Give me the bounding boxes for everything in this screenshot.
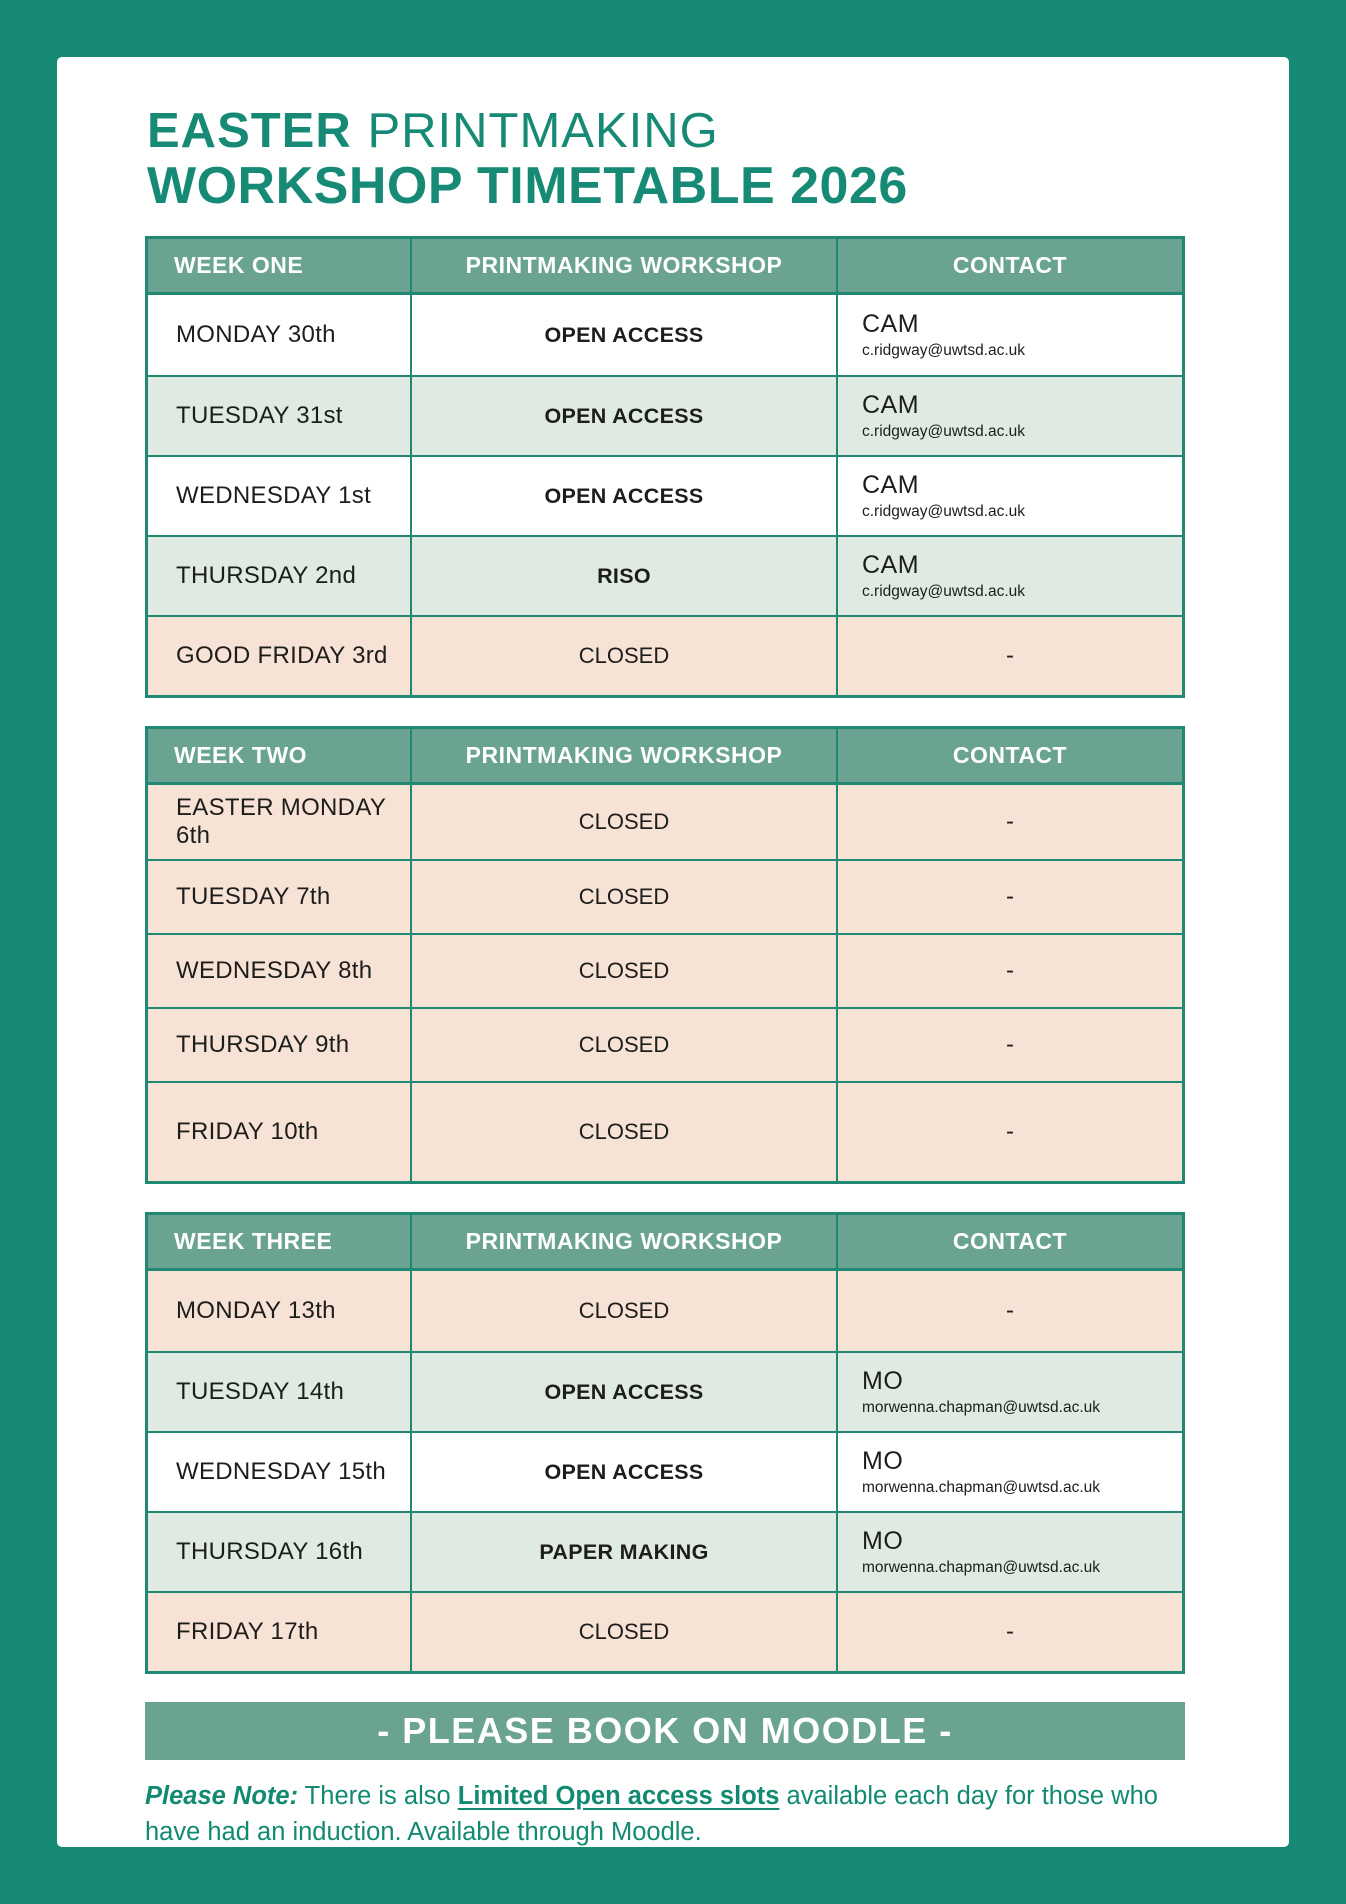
col-header-workshop: PRINTMAKING WORKSHOP xyxy=(412,239,838,292)
table-row xyxy=(148,375,1182,455)
table-body xyxy=(148,1271,1182,1671)
poster-page xyxy=(57,57,1289,1847)
table-row xyxy=(148,295,1182,375)
footer-note-underlined: Limited Open access slots xyxy=(457,1782,780,1811)
timetables xyxy=(145,236,1185,1674)
workshop-cell: CLOSED xyxy=(412,617,838,695)
workshop-cell: OPEN ACCESS xyxy=(412,377,838,455)
day-cell: FRIDAY 10th xyxy=(148,1083,412,1181)
col-header-workshop: PRINTMAKING WORKSHOP xyxy=(412,1215,838,1268)
day-cell: TUESDAY 31st xyxy=(148,377,412,455)
table-row xyxy=(148,785,1182,859)
timetable-week-one xyxy=(145,236,1185,698)
contact-dash: - xyxy=(1006,1118,1014,1146)
day-cell: WEDNESDAY 8th xyxy=(148,935,412,1007)
table-row xyxy=(148,1591,1182,1671)
contact-email: c.ridgway@uwtsd.ac.uk xyxy=(862,342,1026,360)
contact-email: morwenna.chapman@uwtsd.ac.uk xyxy=(862,1479,1101,1497)
day-cell: TUESDAY 14th xyxy=(148,1353,412,1431)
contact-name: CAM xyxy=(862,310,920,339)
workshop-cell: CLOSED xyxy=(412,935,838,1007)
col-header-contact: CONTACT xyxy=(952,742,1068,769)
footer-note xyxy=(145,1778,1185,1850)
title-printmaking: PRINTMAKING xyxy=(367,104,719,158)
day-cell: TUESDAY 7th xyxy=(148,861,412,933)
table-row xyxy=(148,1271,1182,1351)
table-row xyxy=(148,455,1182,535)
day-cell: WEDNESDAY 15th xyxy=(148,1433,412,1511)
contact-dash: - xyxy=(1006,642,1014,670)
day-cell: MONDAY 13th xyxy=(148,1271,412,1351)
contact-email: c.ridgway@uwtsd.ac.uk xyxy=(862,583,1026,601)
table-row xyxy=(148,615,1182,695)
day-cell: GOOD FRIDAY 3rd xyxy=(148,617,412,695)
contact-name: CAM xyxy=(862,471,920,500)
contact-dash: - xyxy=(1006,883,1014,911)
contact-name: MO xyxy=(862,1367,904,1396)
contact-cell xyxy=(838,377,1182,455)
moodle-banner xyxy=(145,1702,1185,1760)
day-cell: WEDNESDAY 1st xyxy=(148,457,412,535)
poster-content xyxy=(145,105,1185,1850)
table-row xyxy=(148,1431,1182,1511)
day-cell: EASTER MONDAY 6th xyxy=(148,785,412,859)
contact-email: morwenna.chapman@uwtsd.ac.uk xyxy=(862,1399,1101,1417)
contact-dash: - xyxy=(1006,1297,1014,1325)
title-line-1 xyxy=(147,105,1185,158)
timetable-week-three xyxy=(145,1212,1185,1674)
contact-cell xyxy=(838,1353,1182,1431)
workshop-cell: OPEN ACCESS xyxy=(412,295,838,375)
table-row xyxy=(148,933,1182,1007)
table-header-row xyxy=(148,1215,1182,1271)
workshop-cell: CLOSED xyxy=(412,861,838,933)
contact-email: c.ridgway@uwtsd.ac.uk xyxy=(862,503,1026,521)
table-row xyxy=(148,1007,1182,1081)
workshop-cell: PAPER MAKING xyxy=(412,1513,838,1591)
table-header-row xyxy=(148,239,1182,295)
workshop-cell: OPEN ACCESS xyxy=(412,1353,838,1431)
timetable-week-two xyxy=(145,726,1185,1184)
workshop-cell: CLOSED xyxy=(412,1593,838,1671)
contact-dash: - xyxy=(1006,957,1014,985)
contact-name: CAM xyxy=(862,551,920,580)
title-easter: EASTER xyxy=(147,104,352,158)
contact-cell xyxy=(838,1433,1182,1511)
contact-email: c.ridgway@uwtsd.ac.uk xyxy=(862,423,1026,441)
contact-cell xyxy=(838,1513,1182,1591)
page-title xyxy=(147,105,1185,214)
table-row xyxy=(148,535,1182,615)
col-header-week: WEEK ONE xyxy=(148,239,412,292)
col-header-week: WEEK TWO xyxy=(148,729,412,782)
day-cell: THURSDAY 2nd xyxy=(148,537,412,615)
day-cell: THURSDAY 16th xyxy=(148,1513,412,1591)
workshop-cell: CLOSED xyxy=(412,1009,838,1081)
contact-cell xyxy=(838,295,1182,375)
workshop-cell: CLOSED xyxy=(412,1271,838,1351)
contact-email: morwenna.chapman@uwtsd.ac.uk xyxy=(862,1559,1101,1577)
col-header-week: WEEK THREE xyxy=(148,1215,412,1268)
day-cell: THURSDAY 9th xyxy=(148,1009,412,1081)
contact-name: MO xyxy=(862,1447,904,1476)
footer-note-after: available each day for those who have had an induction. Available through Moodle. xyxy=(145,1782,1158,1847)
table-row xyxy=(148,1511,1182,1591)
workshop-cell: OPEN ACCESS xyxy=(412,1433,838,1511)
moodle-banner-label: - PLEASE BOOK ON MOODLE - xyxy=(377,1710,953,1752)
contact-name: MO xyxy=(862,1527,904,1556)
footer-note-before: There is also xyxy=(298,1782,458,1811)
contact-cell xyxy=(838,537,1182,615)
table-row xyxy=(148,859,1182,933)
contact-name: CAM xyxy=(862,391,920,420)
workshop-cell: OPEN ACCESS xyxy=(412,457,838,535)
col-header-workshop: PRINTMAKING WORKSHOP xyxy=(412,729,838,782)
title-line-2: WORKSHOP TIMETABLE 2026 xyxy=(147,156,908,215)
workshop-cell: RISO xyxy=(412,537,838,615)
day-cell: FRIDAY 17th xyxy=(148,1593,412,1671)
table-row xyxy=(148,1081,1182,1181)
table-header-row xyxy=(148,729,1182,785)
col-header-contact: CONTACT xyxy=(952,1228,1068,1255)
table-body xyxy=(148,295,1182,695)
contact-dash: - xyxy=(1006,1031,1014,1059)
table-row xyxy=(148,1351,1182,1431)
workshop-cell: CLOSED xyxy=(412,1083,838,1181)
footer-note-lead: Please Note: xyxy=(145,1782,299,1811)
contact-dash: - xyxy=(1006,808,1014,836)
workshop-cell: CLOSED xyxy=(412,785,838,859)
col-header-contact: CONTACT xyxy=(952,252,1068,279)
day-cell: MONDAY 30th xyxy=(148,295,412,375)
contact-cell xyxy=(838,457,1182,535)
contact-dash: - xyxy=(1006,1618,1014,1646)
table-body xyxy=(148,785,1182,1181)
